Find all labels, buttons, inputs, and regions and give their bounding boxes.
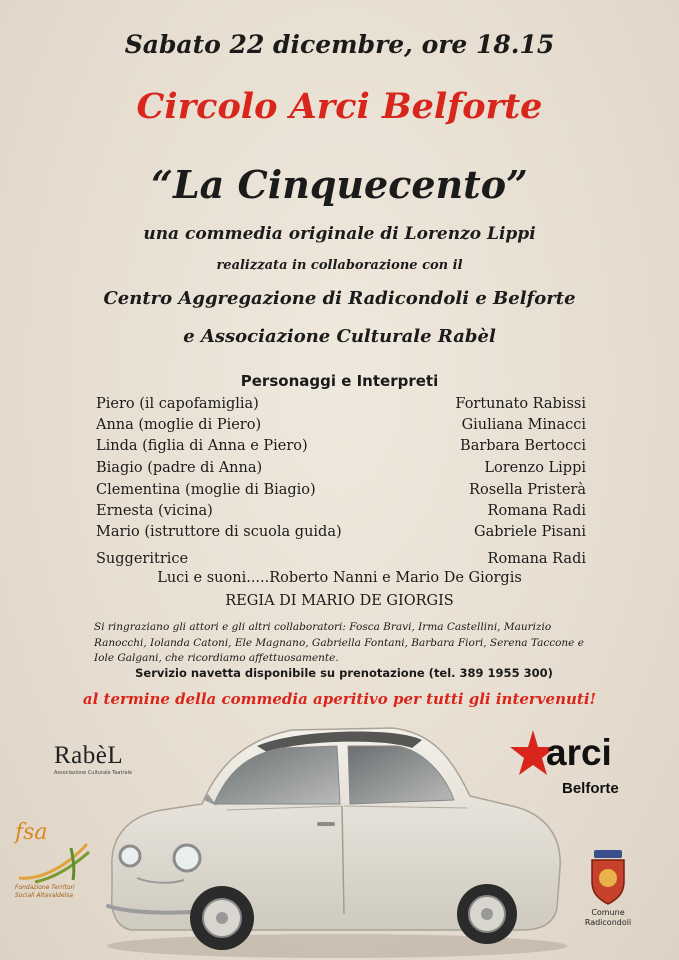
cast-role: Clementina (moglie di Biagio): [96, 482, 316, 498]
play-title: “La Cinquecento”: [151, 162, 528, 207]
collab-intro: realizzata in collaborazione con il: [216, 258, 463, 273]
cast-row: [96, 458, 586, 478]
event-date: Sabato 22 dicembre, ore 18.15: [124, 30, 555, 59]
cast-actor: Romana Radi: [487, 503, 586, 519]
arci-logo-place: Belforte: [562, 780, 619, 797]
director-credit: REGIA DI MARIO DE GIORGIS: [225, 593, 454, 609]
rabel-logo: [54, 742, 144, 782]
comune-logo-name: Comune Radicondoli: [584, 908, 632, 927]
organizer-line-2: e Associazione Culturale Rabèl: [183, 326, 496, 347]
organizer-line-1: Centro Aggregazione di Radicondoli e Belforte: [103, 288, 576, 309]
cast-heading: Personaggi e Interpreti: [240, 372, 439, 390]
cast-actor: Giuliana Minacci: [461, 417, 586, 433]
cast-actor: Gabriele Pisani: [474, 524, 586, 540]
fsa-logo-word: fsa: [15, 820, 48, 845]
closing-line: al termine della commedia aperitivo per tutti gli intervenuti!: [82, 690, 597, 708]
lights-sound-credit: Luci e suoni.....Roberto Nanni e Mario De Giorgis: [157, 570, 522, 586]
cast-row: [96, 394, 586, 414]
cast-row: [96, 480, 586, 500]
cast-row: [96, 415, 586, 435]
shuttle-notice: Servizio navetta disponibile su prenotazione (tel. 389 1955 300): [135, 666, 553, 680]
cast-role: Biagio (padre di Anna): [96, 460, 263, 476]
thanks-note: Si ringraziano gli attori e gli altri collaboratori: Fosca Bravi, Irma Castellini, Maurizio Ranocchi, Iolanda Catoni, Ele Magnano, Gabriella Fontani, Barbara Fiori, Serena Taccone e Iole Galgani, che ricordiamo affettuosamente.: [94, 621, 584, 664]
cast-actor: Lorenzo Lippi: [484, 460, 586, 476]
cast-row: [96, 501, 586, 521]
cast-row: [96, 549, 586, 569]
rabel-logo-name: RabèL: [54, 742, 124, 769]
comune-radicondoli-logo: [578, 848, 638, 948]
coat-of-arms-icon: [578, 848, 638, 906]
cast-role: Anna (moglie di Piero): [96, 417, 262, 433]
cast-role: Mario (istruttore di scuola guida): [96, 524, 342, 540]
venue-title: Circolo Arci Belforte: [136, 86, 543, 127]
cast-role: Suggeritrice: [96, 551, 189, 567]
arci-logo: [508, 722, 618, 802]
cast-actor: Rosella Pristerà: [469, 482, 586, 498]
cast-row: [96, 436, 586, 456]
cast-actor: Romana Radi: [487, 551, 586, 567]
fsa-swoosh-icon: [15, 838, 95, 888]
cast-role: Piero (il capofamiglia): [96, 396, 259, 412]
fiat-500-illustration: [92, 718, 572, 960]
play-subtitle: una commedia originale di Lorenzo Lippi: [143, 224, 536, 244]
cast-role: Linda (figlia di Anna e Piero): [96, 438, 308, 454]
cast-actor: Fortunato Rabissi: [455, 396, 586, 412]
cast-row: [96, 522, 586, 542]
cast-actor: Barbara Bertocci: [460, 438, 586, 454]
rabel-logo-subtitle: Associazione Culturale Teatrale: [54, 770, 133, 776]
fsa-logo-subtitle: Fondazione Territori Sociali Altavaldelsa: [15, 884, 75, 899]
arci-logo-word: arci: [546, 732, 612, 773]
fsa-logo: [15, 820, 100, 905]
cast-role: Ernesta (vicina): [96, 503, 213, 519]
